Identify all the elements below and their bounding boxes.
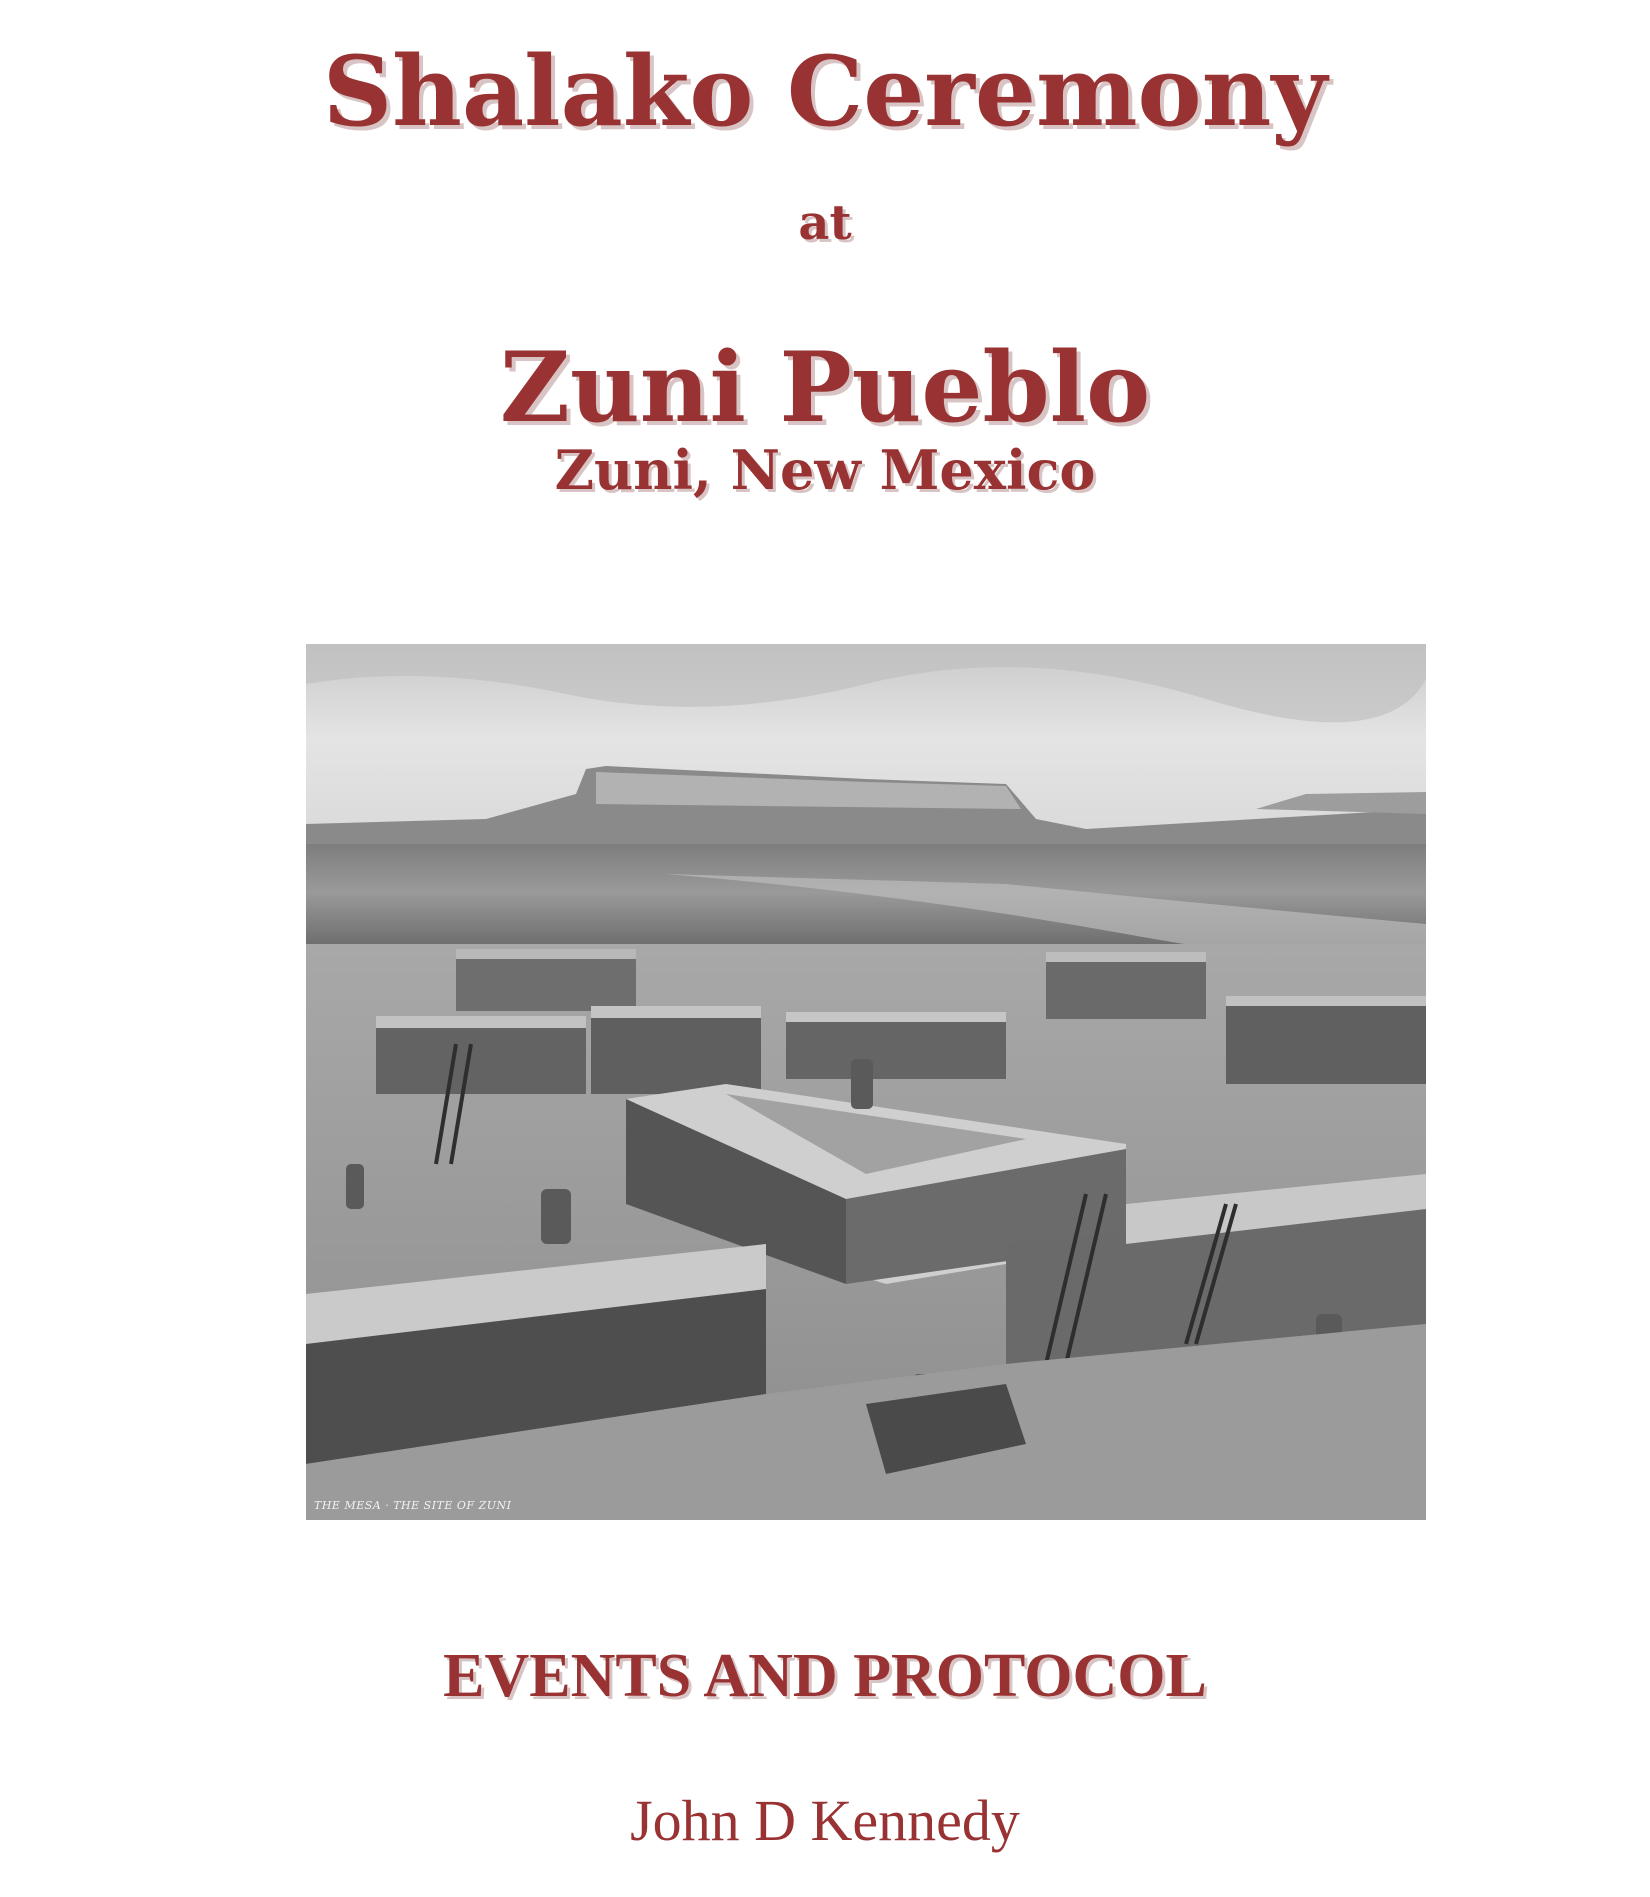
photo-caption: THE MESA · THE SITE OF ZUNI: [314, 1499, 512, 1512]
pueblo-photo-drawing: [306, 644, 1426, 1520]
pueblo-photograph: [306, 644, 1426, 1520]
section-title: EVENTS AND PROTOCOL: [443, 1642, 1207, 1710]
author-name: John D Kennedy: [630, 1788, 1020, 1853]
document-title: Shalako Ceremony: [322, 35, 1328, 148]
place-subtitle: Zuni, New Mexico: [554, 438, 1096, 502]
place-title: Zuni Pueblo: [499, 331, 1151, 444]
title-connector: at: [798, 195, 852, 251]
